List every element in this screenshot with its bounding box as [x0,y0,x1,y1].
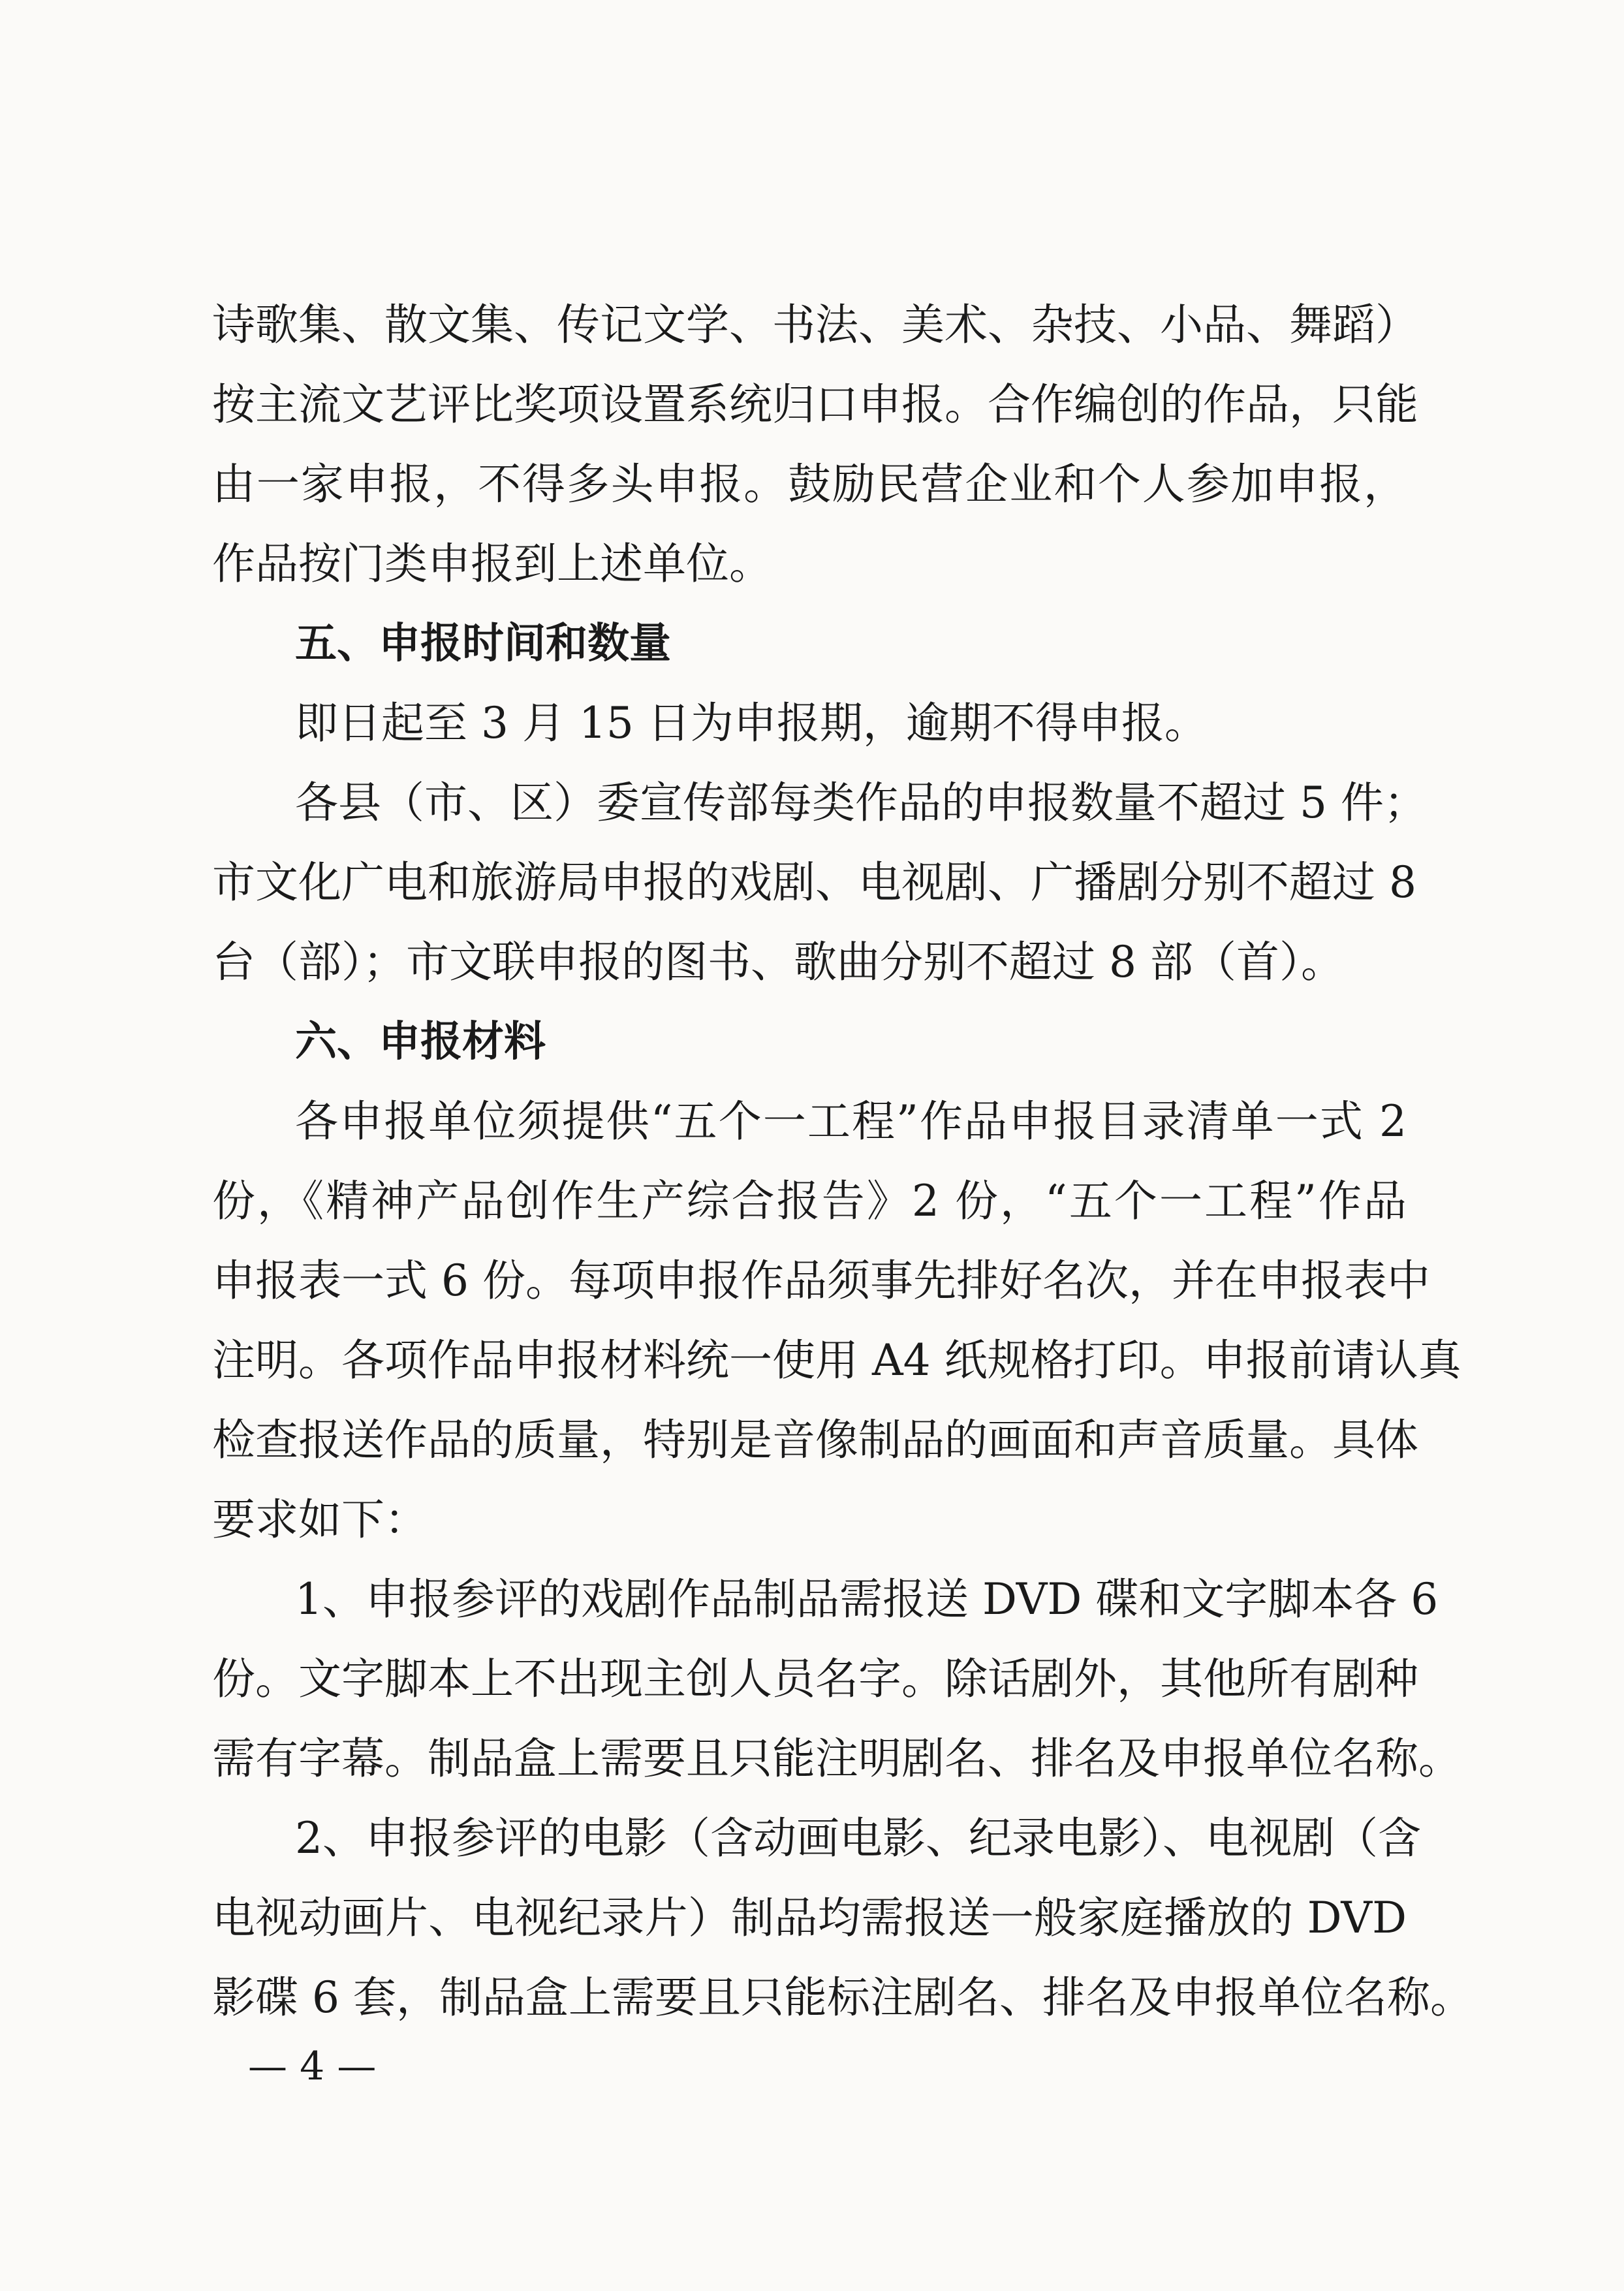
paragraph-line: 市文化广电和旅游局申报的戏剧、电视剧、广播剧分别不超过 8 [212,857,1416,908]
paragraph-line: 即日起至 3 月 15 日为申报期，逾期不得申报。 [295,698,1208,748]
paragraph-line: 份，《精神产品创作生产综合报告》2 份，“五个一工程”作品 [212,1176,1407,1226]
paragraph-line: 作品按门类申报到上述单位。 [212,539,772,589]
section-heading-5: 五、申报时间和数量 [295,620,671,668]
list-item-line: 电视动画片、电视纪录片）制品均需报送一般家庭播放的 DVD [212,1893,1407,1943]
list-item-line: 份。文字脚本上不出现主创人员名字。除话剧外，其他所有剧种 [212,1654,1418,1704]
paragraph-line: 要求如下： [212,1494,428,1545]
paragraph-line: 诗歌集、散文集、传记文学、书法、美术、杂技、小品、舞蹈） [212,300,1418,350]
paragraph-line: 按主流文艺评比奖项设置系统归口申报。合作编创的作品，只能 [212,379,1418,430]
page-number: — 4 — [248,2044,377,2089]
list-item-line: 1、申报参评的戏剧作品制品需报送 DVD 碟和文字脚本各 6 [295,1574,1439,1624]
list-item-line: 影碟 6 套，制品盒上需要且只能标注剧名、排名及申报单位名称。 [212,1972,1473,2023]
paragraph-line: 由一家申报，不得多头申报。鼓励民营企业和个人参加申报， [212,459,1407,509]
list-item-line: 需有字幕。制品盒上需要且只能注明剧名、排名及申报单位名称。 [212,1733,1461,1784]
paragraph-line: 各县（市、区）委宣传部每类作品的申报数量不超过 5 件； [295,778,1427,828]
paragraph-line: 注明。各项作品申报材料统一使用 A4 纸规格打印。申报前请认真 [212,1335,1461,1385]
list-item-line: 2、申报参评的电影（含动画电影、纪录电影）、电视剧（含 [295,1813,1421,1863]
paragraph-line: 各申报单位须提供“五个一工程”作品申报目录清单一式 2 [295,1096,1407,1146]
paragraph-line: 申报表一式 6 份。每项申报作品须事先排好名次，并在申报表中 [212,1256,1430,1306]
section-heading-6: 六、申报材料 [295,1018,546,1066]
paragraph-line: 检查报送作品的质量，特别是音像制品的画面和声音质量。具体 [212,1415,1418,1465]
paragraph-line: 台（部）；市文联申报的图书、歌曲分别不超过 8 部（首）。 [212,937,1344,987]
